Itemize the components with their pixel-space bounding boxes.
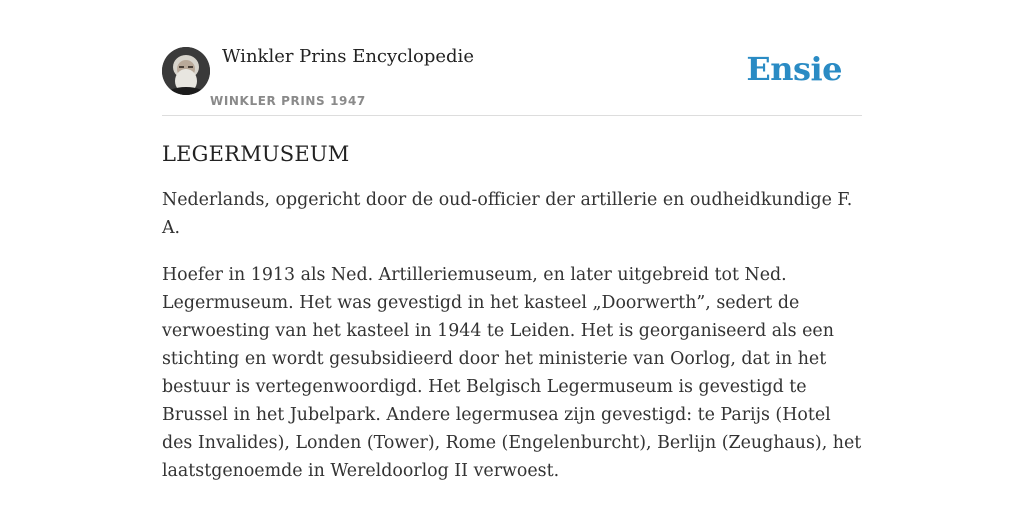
entry-title: LEGERMUSEUM — [162, 142, 350, 166]
source-header — [162, 40, 862, 116]
brand-logo[interactable]: Ensie — [746, 50, 842, 88]
portrait-icon — [162, 47, 210, 95]
source-avatar[interactable] — [162, 47, 210, 95]
source-subtitle[interactable]: WINKLER PRINS 1947 — [210, 94, 366, 108]
entry-paragraph: Hoefer in 1913 als Ned. Artilleriemuseum, en later uitgebreid tot Ned. Legermuseum. Het was gevestigd in het kasteel „Doorwerth”, sedert de verwoesting van het kasteel in 1944 te Leiden. Het is georganiseerd als een stichting en wordt gesubsidieerd door het ministerie van Oorlog, dat in het bestuur is vertegenwoordigd. Het Belgisch Legermuseum is gevestigd te Brussel in het Jubelpark. Andere legermusea zijn gevestigd: te Parijs (Hotel des Invalides), Londen (Tower), Rome (Engelenburcht), Berlijn (Zeughaus), het laatstgenoemde in Wereldoorlog II verwoest. — [162, 265, 862, 481]
article-card — [162, 40, 862, 485]
entry-paragraph: Nederlands, opgericht door de oud-officier der artillerie en oudheidkundige F. A. — [162, 190, 853, 238]
source-title[interactable]: Winkler Prins Encyclopedie — [222, 46, 474, 67]
